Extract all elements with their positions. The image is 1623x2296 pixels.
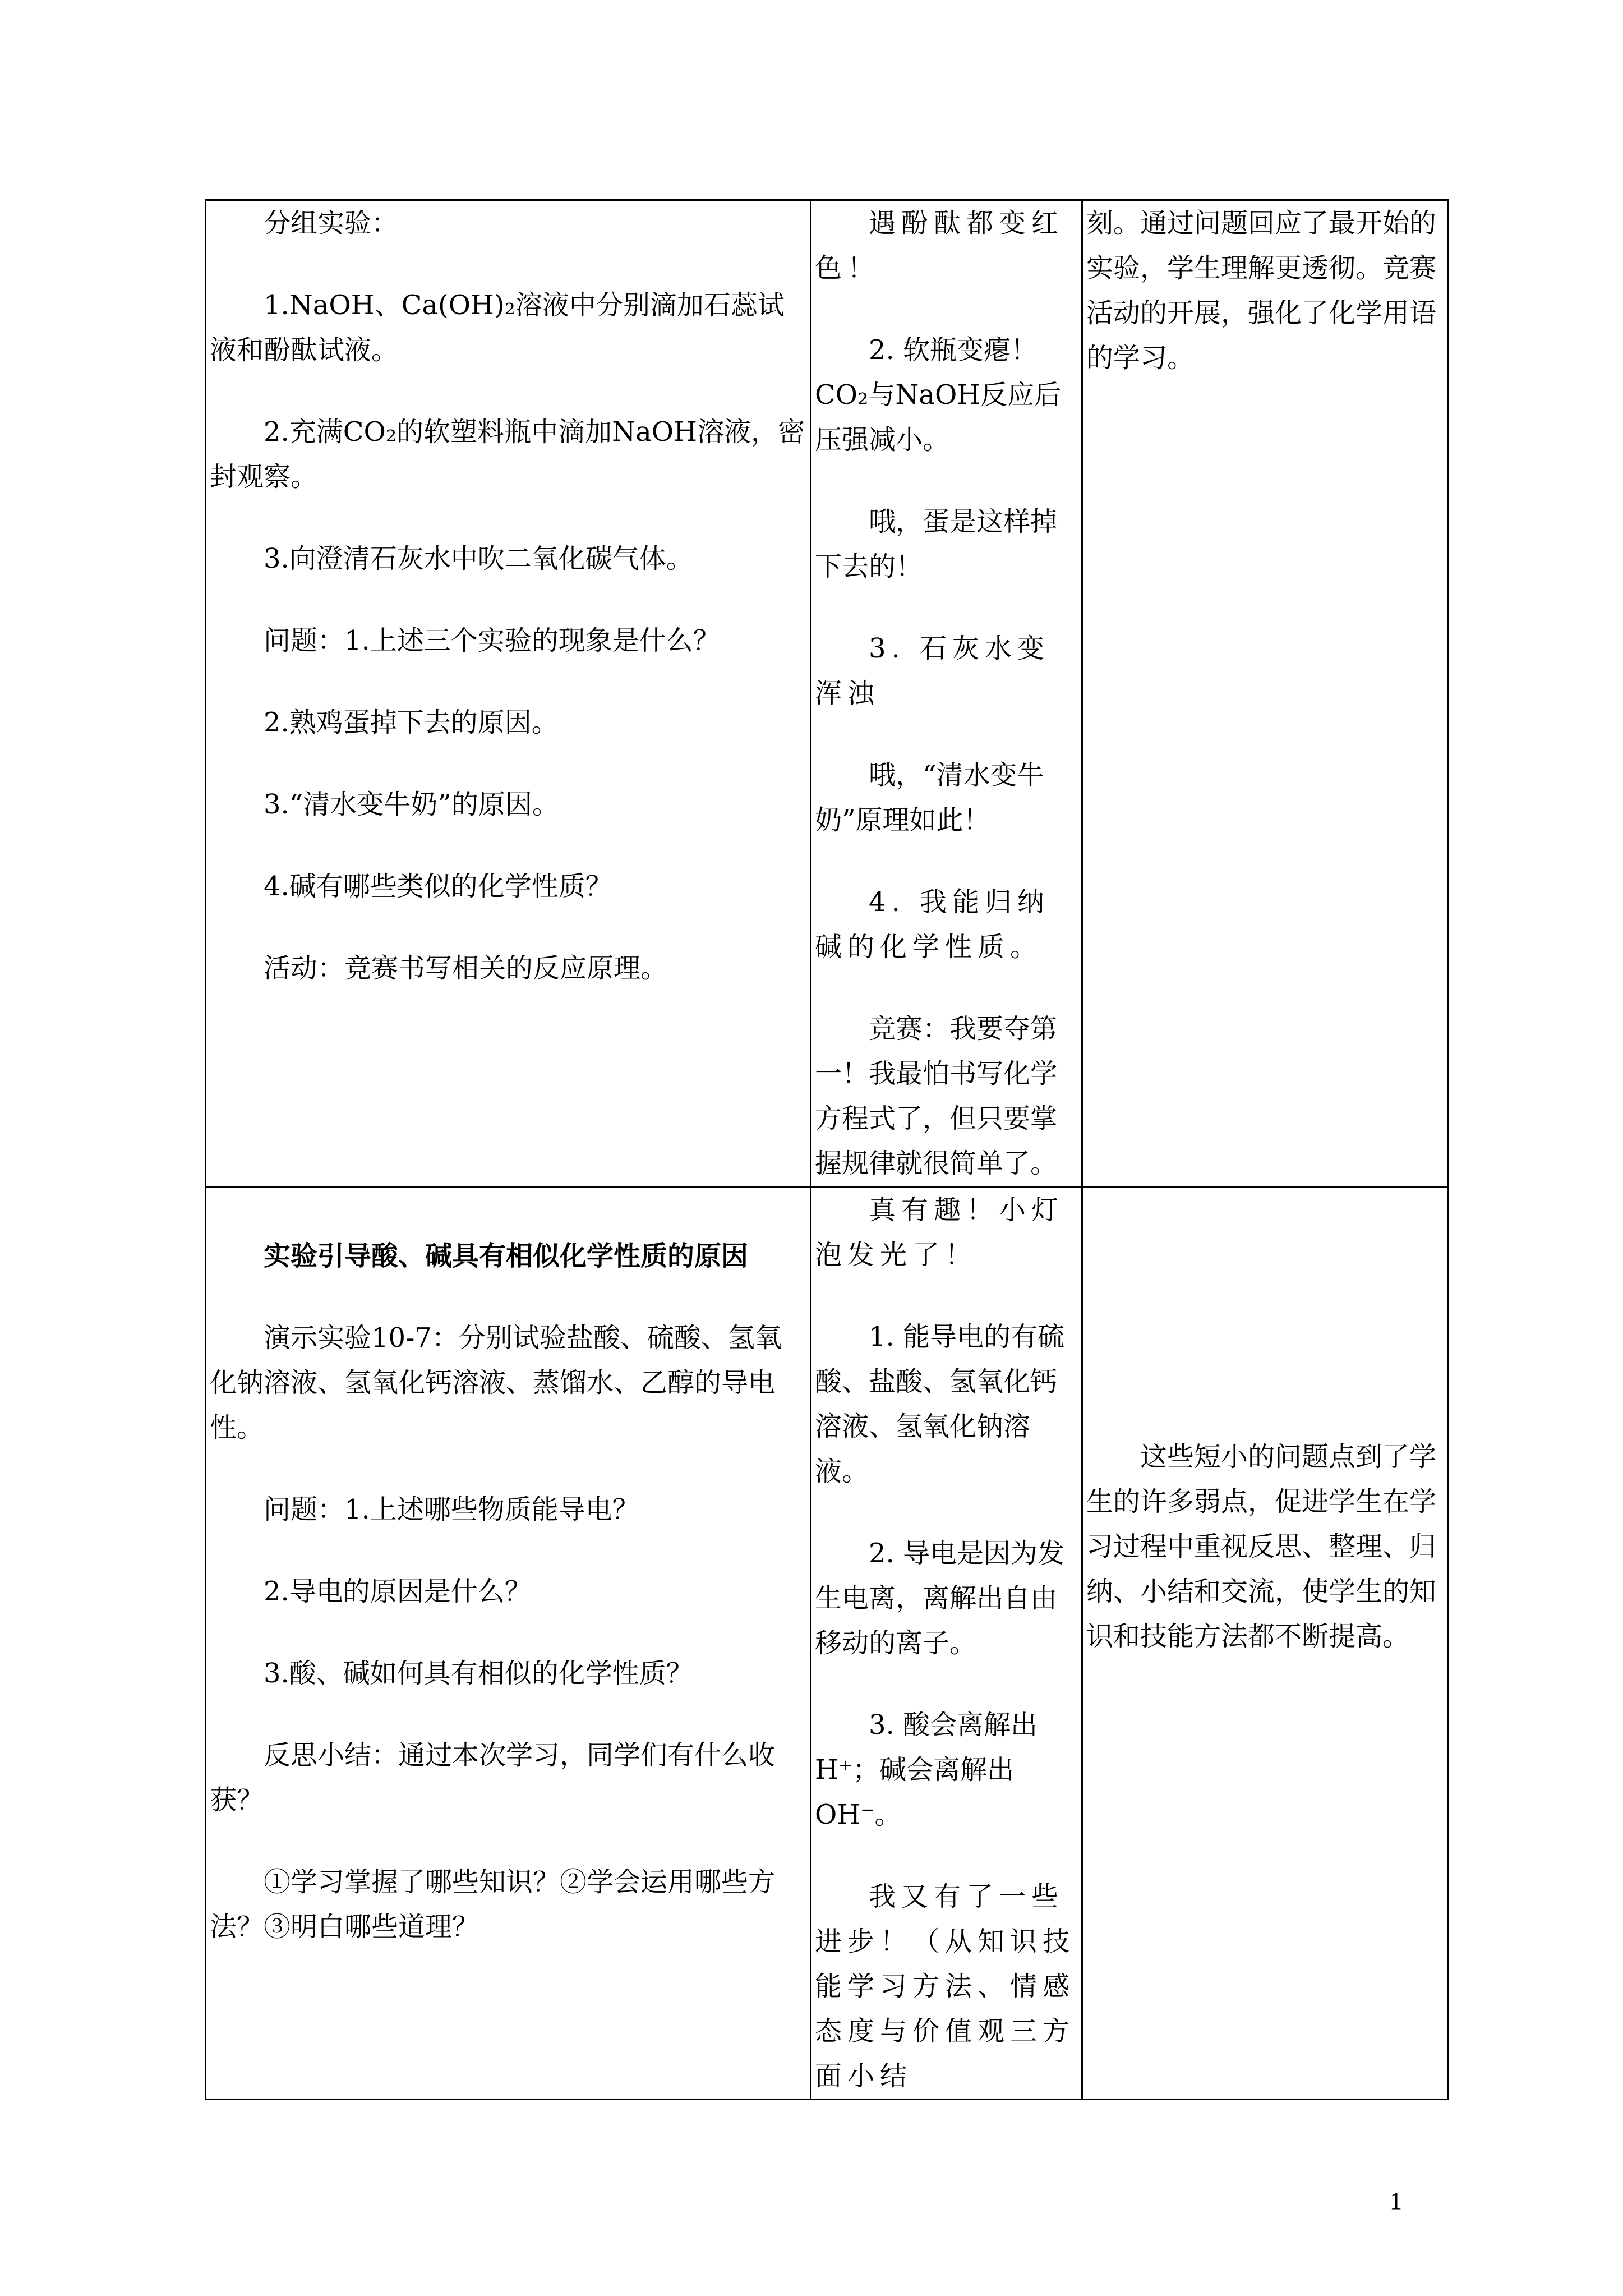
paragraph: 分组实验： [264,208,399,239]
teacher-activity-cell [206,200,811,1187]
table-row [206,200,1448,1187]
paragraph: 哦，蛋是这样掉下去的！ [815,506,1058,582]
lesson-plan-table [205,199,1449,2100]
paragraph: 活动：竞赛书写相关的反应原理。 [264,953,668,984]
paragraph: 3.“清水变牛奶”的原因。 [264,789,559,820]
section-heading: 实验引导酸、碱具有相似化学性质的原因 [264,1240,749,1272]
paragraph: 1.NaOH、Ca(OH)₂溶液中分别滴加石蕊试液和酚酞试液。 [210,289,785,366]
student-activity-cell [811,200,1082,1187]
paragraph: 哦，“清水变牛奶”原理如此！ [815,760,1044,836]
paragraph: 2. 导电是因为发生电离，离解出自由移动的离子。 [815,1538,1065,1659]
paragraph: 问题：1.上述哪些物质能导电？ [264,1494,639,1525]
design-intent-cell [1082,1187,1448,2100]
paragraph: 这些短小的问题点到了学生的许多弱点，促进学生在学习过程中重视反思、整理、归纳、小结和交流，使学生的知识和技能方法都不断提高。 [1086,1441,1437,1652]
paragraph: 3. 酸会离解出H⁺；碱会离解出OH⁻。 [815,1709,1038,1830]
paragraph: 竞赛：我要夺第一！我最怕书写化学方程式了，但只要掌握规律就很简单了。 [815,1013,1058,1179]
paragraph: 问题：1.上述三个实验的现象是什么？ [264,625,720,656]
teacher-activity-cell [206,1187,811,2100]
page-number: 1 [1390,2187,1402,2215]
paragraph: 3.酸、碱如何具有相似的化学性质？ [264,1658,693,1689]
paragraph: 4. 我能归纳碱的化学性质。 [815,886,1050,963]
table-row [206,1187,1448,2100]
paragraph: 3.向澄清石灰水中吹二氧化碳气体。 [264,543,693,574]
paragraph: 演示实验10-7：分别试验盐酸、硫酸、氢氧化钠溶液、氢氧化钙溶液、蒸馏水、乙醇的导电性。 [210,1322,782,1443]
paragraph: 刻。通过问题回应了最开始的实验，学生理解更透彻。竞赛活动的开展，强化了化学用语的学习。 [1086,208,1437,374]
paragraph: 2.充满CO₂的软塑料瓶中滴加NaOH溶液，密封观察。 [210,416,805,493]
paragraph: 4.碱有哪些类似的化学性质？ [264,871,612,902]
student-activity-cell [811,1187,1082,2100]
paragraph: 2.导电的原因是什么？ [264,1576,532,1607]
paragraph: 反思小结：通过本次学习，同学们有什么收获？ [210,1740,776,1816]
paragraph: 3. 石灰水变浑浊 [815,633,1050,709]
design-intent-cell [1082,200,1448,1187]
paragraph: 2.熟鸡蛋掉下去的原因。 [264,707,559,738]
paragraph: 真有趣！小灯泡发光了！ [815,1194,1064,1271]
paragraph: 我又有了一些进步！（从知识技能学习方法、情感态度与价值观三方面小结 [815,1881,1076,2092]
paragraph: 1. 能导电的有硫酸、盐酸、氢氧化钙溶液、氢氧化钠溶液。 [815,1321,1065,1487]
paragraph: 遇酚酞都变红色！ [815,208,1064,284]
paragraph: 2. 软瓶变瘪！CO₂与NaOH反应后压强减小。 [815,334,1062,455]
paragraph: ①学习掌握了哪些知识？②学会运用哪些方法？③明白哪些道理？ [210,1866,776,1943]
